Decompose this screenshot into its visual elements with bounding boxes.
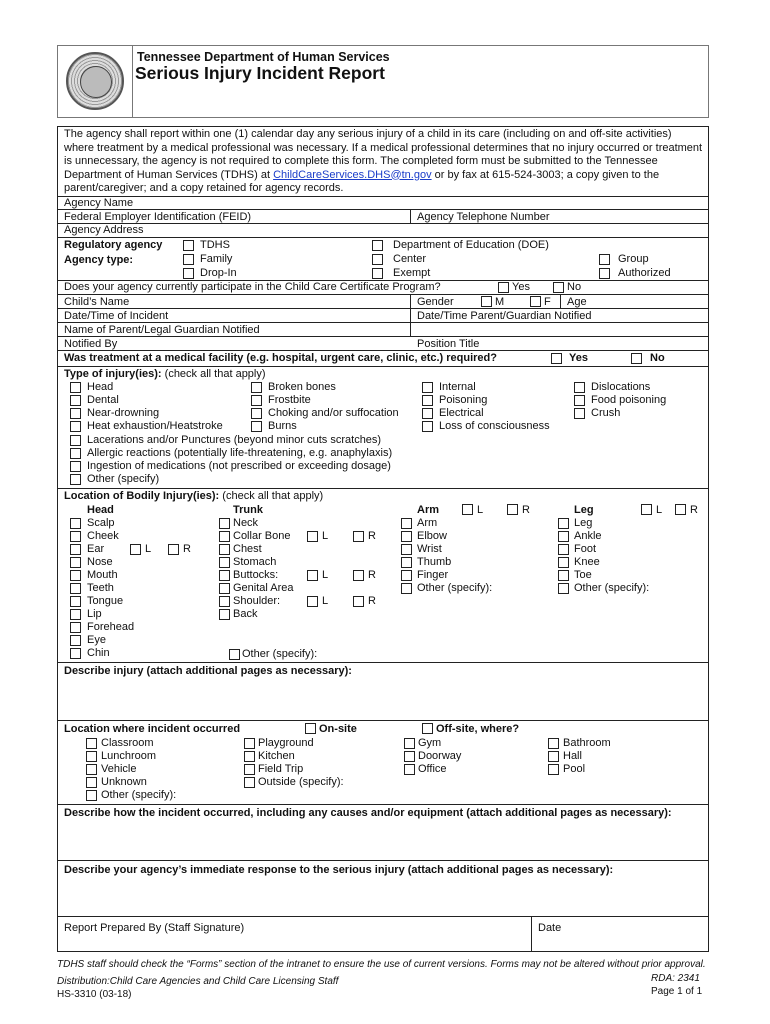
row-rule <box>57 488 709 489</box>
row-rule <box>57 350 709 351</box>
body-part-option: Thumb <box>417 556 452 568</box>
date-label: Date <box>538 922 562 934</box>
loc-bathroom-checkbox[interactable] <box>548 738 559 749</box>
authorized-label: Authorized <box>618 267 671 279</box>
arm-left-label: L <box>477 504 484 516</box>
doe-checkbox[interactable] <box>372 240 383 251</box>
injury-option: Choking and/or suffocation <box>268 407 399 419</box>
location-option: Other (specify): <box>101 789 177 801</box>
loc-field-trip-checkbox[interactable] <box>244 764 255 775</box>
injury-near-drowning-checkbox[interactable] <box>70 408 81 419</box>
body-part-option: Arm <box>417 517 438 529</box>
injury-option: Internal <box>439 381 476 393</box>
injury-option: Head <box>87 381 114 393</box>
body-part-option: Toe <box>574 569 592 581</box>
loc-doorway-checkbox[interactable] <box>404 751 415 762</box>
injury-type-hint: (check all that apply) <box>161 368 266 380</box>
collar-right-checkbox[interactable] <box>353 531 364 542</box>
injury-internal-checkbox[interactable] <box>422 382 433 393</box>
shoulder-right-checkbox[interactable] <box>353 596 364 607</box>
form-number: HS-3310 (03-18) <box>57 989 132 1000</box>
treatment-yes-checkbox[interactable] <box>551 353 562 364</box>
trunk-buttocks-checkbox[interactable] <box>219 570 230 581</box>
certificate-no-checkbox[interactable] <box>553 282 564 293</box>
trunk-shoulder-checkbox[interactable] <box>219 596 230 607</box>
loc-unknown-checkbox[interactable] <box>86 777 97 788</box>
loc-pool-checkbox[interactable] <box>548 764 559 775</box>
trunk-chest-checkbox[interactable] <box>219 544 230 555</box>
body-part-option: Teeth <box>87 582 114 594</box>
leg-left-checkbox[interactable] <box>641 504 652 515</box>
ear-right-checkbox[interactable] <box>168 544 179 555</box>
row-rule <box>57 916 709 917</box>
notified-by-label: Notified By <box>64 338 118 350</box>
regulatory-agency-label: Regulatory agency <box>64 239 163 251</box>
incident-datetime-label: Date/Time of Incident <box>64 310 169 322</box>
location-option: Bathroom <box>563 737 611 749</box>
row-rule <box>57 720 709 721</box>
family-checkbox[interactable] <box>183 254 194 265</box>
tdhs-checkbox[interactable] <box>183 240 194 251</box>
body-part-option: Tongue <box>87 595 124 607</box>
injury-option: Poisoning <box>439 394 488 406</box>
injury-option: Dislocations <box>591 381 651 393</box>
arm-right-checkbox[interactable] <box>507 504 518 515</box>
agency-phone-label: Agency Telephone Number <box>417 211 550 223</box>
injury-allergic-checkbox[interactable] <box>70 448 81 459</box>
head-nose-checkbox[interactable] <box>70 557 81 568</box>
injury-option: Broken bones <box>268 381 336 393</box>
injury-option: Other (specify) <box>87 473 160 485</box>
injury-poisoning-checkbox[interactable] <box>422 395 433 406</box>
distribution: Distribution:Child Care Agencies and Child Care Licensing Staff <box>57 976 339 987</box>
body-part-option: Chest <box>233 543 262 555</box>
head-tongue-checkbox[interactable] <box>70 596 81 607</box>
injury-option: Food poisoning <box>591 394 667 406</box>
loc-playground-checkbox[interactable] <box>244 738 255 749</box>
arm-left-checkbox[interactable] <box>462 504 473 515</box>
collar-right-label: R <box>368 530 376 542</box>
trunk-back-checkbox[interactable] <box>219 609 230 620</box>
injury-option: Heat exhaustion/Heatstroke <box>87 420 223 432</box>
injury-heat-checkbox[interactable] <box>70 421 81 432</box>
position-title-label: Position Title <box>417 338 480 350</box>
body-part-option: Knee <box>574 556 600 568</box>
location-option: Field Trip <box>258 763 304 775</box>
arm-arm-checkbox[interactable] <box>401 518 412 529</box>
drop-in-label: Drop-In <box>200 267 237 279</box>
trunk-neck-checkbox[interactable] <box>219 518 230 529</box>
trunk-collar-bone-checkbox[interactable] <box>219 531 230 542</box>
gender-m-label: M <box>495 296 505 308</box>
certificate-no-label: No <box>567 281 582 293</box>
injury-other-checkbox[interactable] <box>70 474 81 485</box>
location-option: Kitchen <box>258 750 295 762</box>
arm-other-checkbox[interactable] <box>401 583 412 594</box>
head-teeth-checkbox[interactable] <box>70 583 81 594</box>
injury-head-checkbox[interactable] <box>70 382 81 393</box>
row-rule <box>57 804 709 805</box>
row-rule <box>57 662 709 663</box>
col-rule <box>531 916 532 952</box>
certificate-yes-label: Yes <box>512 281 530 293</box>
body-location-heading <box>64 490 323 503</box>
row-rule <box>57 860 709 861</box>
injury-dislocations-checkbox[interactable] <box>574 382 585 393</box>
injury-option: Near-drowning <box>87 407 160 419</box>
intro-text-end: or by fax at 615-524-3003; a copy given to the parent/caregiver; and a copy retained for agency records. <box>64 168 660 194</box>
family-label: Family <box>200 253 233 265</box>
shoulder-left-checkbox[interactable] <box>307 596 318 607</box>
body-part-option: Collar Bone <box>233 530 291 542</box>
injury-option: Frostbite <box>268 394 311 406</box>
offsite-label: Off-site, where? <box>436 723 520 735</box>
onsite-label: On-site <box>319 723 357 735</box>
head-ear-checkbox[interactable] <box>70 544 81 555</box>
trunk-genital-checkbox[interactable] <box>219 583 230 594</box>
body-part-option: Scalp <box>87 517 115 529</box>
authorized-checkbox[interactable] <box>599 268 610 279</box>
body-part-option: Chin <box>87 647 110 659</box>
injury-choking-checkbox[interactable] <box>251 408 262 419</box>
injury-crush-checkbox[interactable] <box>574 408 585 419</box>
leg-foot-checkbox[interactable] <box>558 544 569 555</box>
injury-option: Loss of consciousness <box>439 420 550 432</box>
prepared-by-label: Report Prepared By (Staff Signature) <box>64 922 245 934</box>
loc-lunchroom-checkbox[interactable] <box>86 751 97 762</box>
body-part-option: Elbow <box>417 530 447 542</box>
injury-frostbite-checkbox[interactable] <box>251 395 262 406</box>
location-option: Pool <box>563 763 586 775</box>
body-part-option: Nose <box>87 556 113 568</box>
injury-electrical-checkbox[interactable] <box>422 408 433 419</box>
body-part-option: Eye <box>87 634 106 646</box>
loc-vehicle-checkbox[interactable] <box>86 764 97 775</box>
agency-address-label: Agency Address <box>64 224 144 236</box>
col-rule <box>560 294 561 308</box>
center-label: Center <box>393 253 427 265</box>
buttocks-left-checkbox[interactable] <box>307 570 318 581</box>
body-part-option: Cheek <box>87 530 119 542</box>
injury-consciousness-checkbox[interactable] <box>422 421 433 432</box>
injury-broken-bones-checkbox[interactable] <box>251 382 262 393</box>
location-option: Unknown <box>101 776 147 788</box>
treatment-yes-label: Yes <box>569 352 588 364</box>
gender-f-checkbox[interactable] <box>530 296 541 307</box>
loc-office-checkbox[interactable] <box>404 764 415 775</box>
body-part-option: Forehead <box>87 621 135 633</box>
drop-in-checkbox[interactable] <box>183 268 194 279</box>
arm-right-label: R <box>522 504 530 516</box>
arm-elbow-checkbox[interactable] <box>401 531 412 542</box>
body-part-option: Shoulder: <box>233 595 281 607</box>
loc-kitchen-checkbox[interactable] <box>244 751 255 762</box>
buttocks-left-label: L <box>322 569 329 581</box>
injury-option: Burns <box>268 420 297 432</box>
leg-ankle-checkbox[interactable] <box>558 531 569 542</box>
injury-type-label: Type of injury(ies): <box>64 368 162 380</box>
rda-number: RDA: 2341 <box>651 973 700 984</box>
head-lip-checkbox[interactable] <box>70 609 81 620</box>
parent-name-label: Name of Parent/Legal Guardian Notified <box>64 324 260 336</box>
parent-notified-datetime-label: Date/Time Parent/Guardian Notified <box>417 310 592 322</box>
body-part-option: Other (specify): <box>417 582 493 594</box>
injury-option: Dental <box>87 394 119 406</box>
arm-wrist-checkbox[interactable] <box>401 544 412 555</box>
ear-left-checkbox[interactable] <box>130 544 141 555</box>
location-option: Vehicle <box>101 763 137 775</box>
location-option: Outside (specify): <box>258 776 344 788</box>
body-part-option: Mouth <box>87 569 118 581</box>
location-option: Playground <box>258 737 314 749</box>
row-rule <box>57 366 709 367</box>
row-rule <box>57 209 709 210</box>
certificate-yes-checkbox[interactable] <box>498 282 509 293</box>
col-rule <box>410 209 411 223</box>
agency-type-label: Agency type: <box>64 254 134 266</box>
divider <box>132 45 133 118</box>
page-title: Serious Injury Incident Report <box>135 63 385 83</box>
head-scalp-checkbox[interactable] <box>70 518 81 529</box>
body-part-option: Genital Area <box>233 582 294 594</box>
injury-ingestion-checkbox[interactable] <box>70 461 81 472</box>
leg-right-checkbox[interactable] <box>675 504 686 515</box>
gender-label: Gender <box>417 296 454 308</box>
head-mouth-checkbox[interactable] <box>70 570 81 581</box>
describe-injury-label: Describe injury (attach additional pages as necessary): <box>64 665 352 677</box>
trunk-other-label: Other (specify): <box>242 648 318 660</box>
ear-right-label: R <box>183 543 191 555</box>
leg-other-checkbox[interactable] <box>558 583 569 594</box>
exempt-checkbox[interactable] <box>372 268 383 279</box>
col-rule <box>410 294 411 336</box>
forms-note: TDHS staff should check the “Forms” section of the intranet to ensure the use of current versions. Forms may not be altered without prior approval. <box>57 959 706 970</box>
body-part-option: Ankle <box>574 530 602 542</box>
collar-left-label: L <box>322 530 329 542</box>
certificate-question: Does your agency currently participate in the Child Care Certificate Program? <box>64 281 441 293</box>
loc-outside-checkbox[interactable] <box>244 777 255 788</box>
loc-classroom-checkbox[interactable] <box>86 738 97 749</box>
head-cheek-checkbox[interactable] <box>70 531 81 542</box>
exempt-label: Exempt <box>393 267 431 279</box>
head-forehead-checkbox[interactable] <box>70 622 81 633</box>
location-option: Lunchroom <box>101 750 157 762</box>
row-rule <box>57 294 709 295</box>
buttocks-right-label: R <box>368 569 376 581</box>
shoulder-left-label: L <box>322 595 329 607</box>
location-option: Gym <box>418 737 442 749</box>
loc-hall-checkbox[interactable] <box>548 751 559 762</box>
injury-option: Allergic reactions (potentially life-threatening, e.g. anaphylaxis) <box>87 447 393 459</box>
body-part-option: Leg <box>574 517 593 529</box>
injury-option: Lacerations and/or Punctures (beyond minor cuts scratches) <box>87 434 382 446</box>
group-label: Group <box>618 253 649 265</box>
location-option: Office <box>418 763 447 775</box>
treatment-no-label: No <box>650 352 665 364</box>
collar-left-checkbox[interactable] <box>307 531 318 542</box>
arm-finger-checkbox[interactable] <box>401 570 412 581</box>
leg-leg-checkbox[interactable] <box>558 518 569 529</box>
onsite-checkbox[interactable] <box>305 723 316 734</box>
body-part-option: Back <box>233 608 258 620</box>
childs-name-label: Child’s Name <box>64 296 130 308</box>
email-link[interactable]: ChildCareServices.DHS@tn.gov <box>273 168 432 181</box>
intro-text: The agency shall report within one (1) calendar day any serious injury of a child in its care (including on and off-site activities) where treatment by a medical professional was necessary. If a medical professional determines that no injury occurred or treatment is unnecessary, the agency is not required to complete this form. The completed form must be submitted to the Tennessee Department of Human Services (TDHS) at <box>64 128 703 181</box>
offsite-checkbox[interactable] <box>422 723 433 734</box>
injury-option: Electrical <box>439 407 484 419</box>
group-checkbox[interactable] <box>599 254 610 265</box>
body-part-option: Ear <box>87 543 105 555</box>
trunk-column-title: Trunk <box>233 504 263 516</box>
injury-burns-checkbox[interactable] <box>251 421 262 432</box>
injury-option: Crush <box>591 407 621 419</box>
age-label: Age <box>567 296 587 308</box>
tdhs-label: TDHS <box>200 239 230 251</box>
state-seal-icon <box>66 52 124 110</box>
trunk-other-checkbox[interactable] <box>229 649 240 660</box>
head-column-title: Head <box>87 504 114 516</box>
head-eye-checkbox[interactable] <box>70 635 81 646</box>
treatment-question: Was treatment at a medical facility (e.g. hospital, urgent care, clinic, etc.) required? <box>64 352 497 364</box>
describe-response-label: Describe your agency’s immediate response to the serious injury (attach additional pages as necessary): <box>64 864 614 876</box>
page-number: Page 1 of 1 <box>651 986 703 997</box>
doe-label: Department of Education (DOE) <box>393 239 549 251</box>
location-option: Doorway <box>418 750 462 762</box>
injury-type-heading <box>64 368 266 381</box>
buttocks-right-checkbox[interactable] <box>353 570 364 581</box>
gender-m-checkbox[interactable] <box>481 296 492 307</box>
gender-f-label: F <box>544 296 551 308</box>
head-chin-checkbox[interactable] <box>70 648 81 659</box>
describe-how-label: Describe how the incident occurred, including any causes and/or equipment (attach additional pages as necessary): <box>64 807 672 819</box>
shoulder-right-label: R <box>368 595 376 607</box>
body-part-option: Stomach <box>233 556 277 568</box>
body-part-option: Finger <box>417 569 449 581</box>
incident-location-label: Location where incident occurred <box>64 723 241 735</box>
body-part-option: Other (specify): <box>574 582 650 594</box>
trunk-stomach-checkbox[interactable] <box>219 557 230 568</box>
leg-knee-checkbox[interactable] <box>558 557 569 568</box>
body-location-hint: (check all that apply) <box>219 490 324 502</box>
body-part-option: Lip <box>87 608 102 620</box>
agency-name-label: Agency Name <box>64 197 134 209</box>
row-rule <box>57 237 709 238</box>
body-part-option: Wrist <box>417 543 442 555</box>
leg-column-title: Leg <box>574 504 594 516</box>
department-name: Tennessee Department of Human Services <box>137 50 390 64</box>
location-option: Hall <box>563 750 582 762</box>
injury-lacerations-checkbox[interactable] <box>70 435 81 446</box>
row-rule <box>57 196 709 197</box>
loc-gym-checkbox[interactable] <box>404 738 415 749</box>
arm-column-title: Arm <box>417 504 440 516</box>
leg-right-label: R <box>690 504 698 516</box>
intro-paragraph <box>64 128 704 196</box>
feid-label: Federal Employer Identification (FEID) <box>64 211 252 223</box>
treatment-no-checkbox[interactable] <box>631 353 642 364</box>
injury-food-poisoning-checkbox[interactable] <box>574 395 585 406</box>
row-rule <box>57 308 709 309</box>
leg-toe-checkbox[interactable] <box>558 570 569 581</box>
body-part-option: Neck <box>233 517 259 529</box>
body-part-option: Foot <box>574 543 597 555</box>
body-location-label: Location of Bodily Injury(ies): <box>64 490 220 502</box>
injury-dental-checkbox[interactable] <box>70 395 81 406</box>
body-part-option: Buttocks: <box>233 569 279 581</box>
injury-option: Ingestion of medications (not prescribed or exceeding dosage) <box>87 460 391 472</box>
loc-other-checkbox[interactable] <box>86 790 97 801</box>
center-checkbox[interactable] <box>372 254 383 265</box>
location-option: Classroom <box>101 737 154 749</box>
arm-thumb-checkbox[interactable] <box>401 557 412 568</box>
ear-left-label: L <box>145 543 152 555</box>
leg-left-label: L <box>656 504 663 516</box>
